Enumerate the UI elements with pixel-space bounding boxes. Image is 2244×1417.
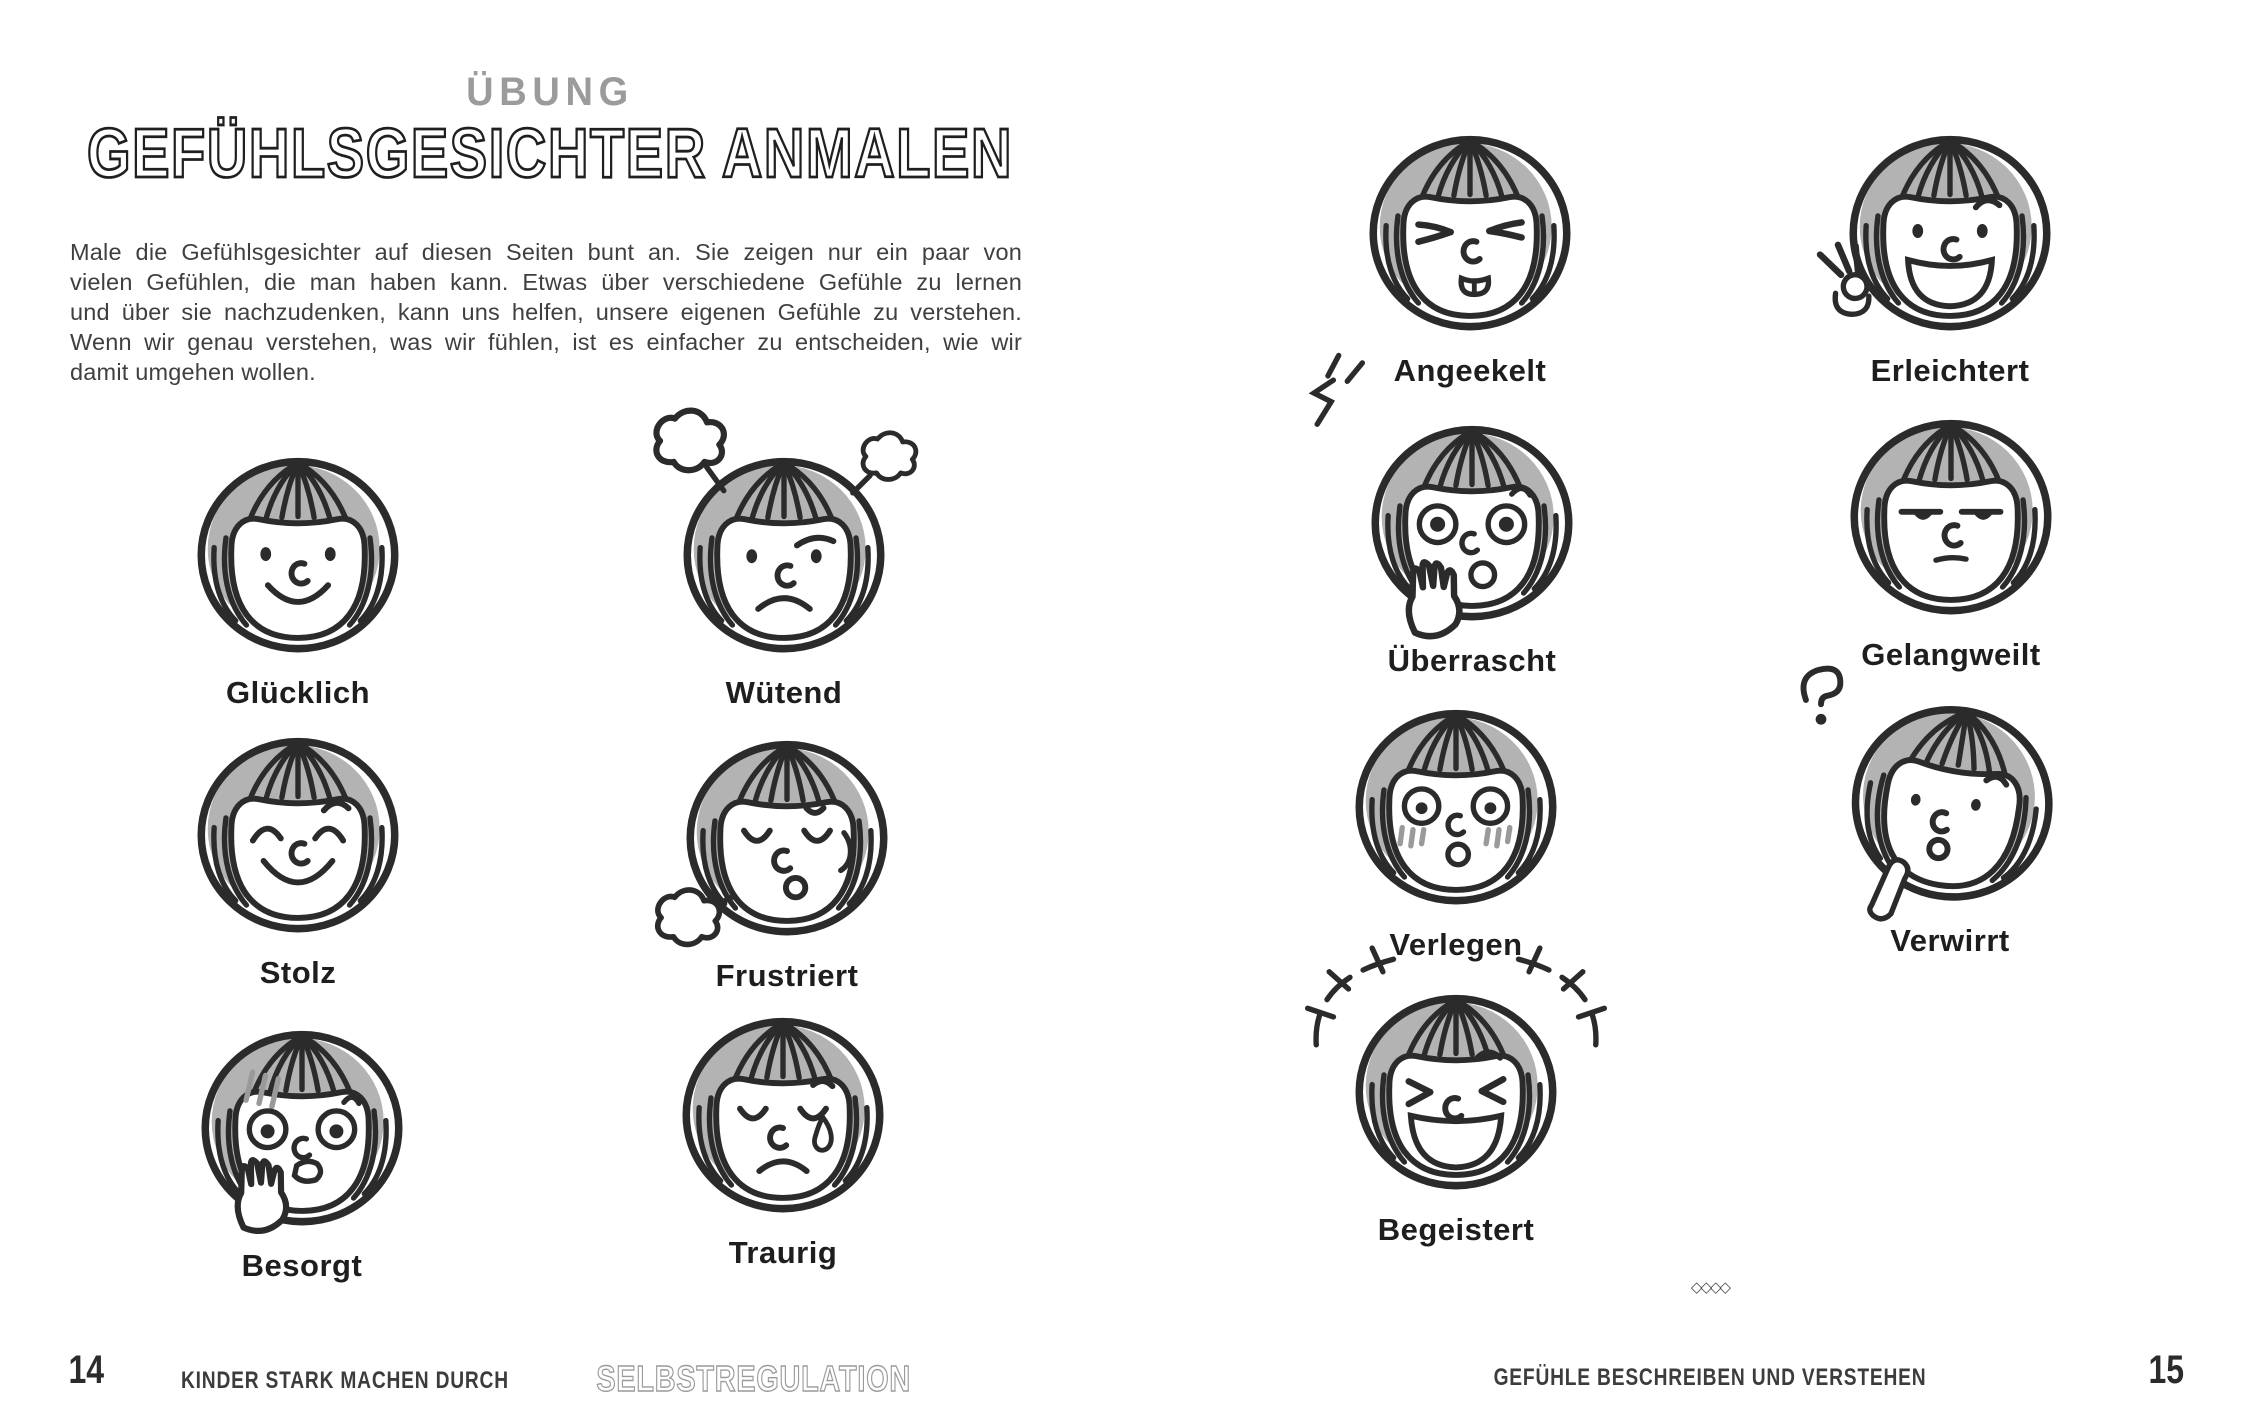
raised-hand-icon	[1402, 558, 1462, 639]
question-mark-icon	[1803, 669, 1840, 725]
intro-paragraph	[70, 237, 1022, 387]
intro-line: Wenn wir genau verstehen, was wir fühlen, ist es einfacher zu entscheiden, wie wir	[70, 329, 1022, 355]
face-label: Stolz	[259, 955, 337, 990]
face-label: Angeekelt	[1393, 353, 1547, 388]
sigh-puff-icon	[658, 890, 720, 944]
face-label: Begeistert	[1377, 1212, 1535, 1247]
face-label: Erleichtert	[1870, 353, 2030, 388]
ornament-diamonds: ◇◇◇◇	[1690, 1279, 1730, 1296]
face-verwirrt	[1778, 629, 2122, 973]
exercise-kicker: ÜBUNG	[466, 70, 634, 114]
intro-line: und über sie nachzudenken, kann uns helfen, unsere eigenen Gefühle zu verstehen.	[70, 299, 1022, 325]
face-label: Frustriert	[715, 958, 859, 993]
raised-hand-icon	[231, 1156, 289, 1233]
intro-line: Male die Gefühlsgesichter auf diesen Seiten bunt an. Sie zeigen nur ein paar von	[70, 239, 1022, 265]
running-footer-right: GEFÜHLE BESCHREIBEN UND VERSTEHEN	[1493, 1364, 1927, 1391]
face-besorgt	[130, 954, 474, 1298]
face-label: Glücklich	[225, 675, 371, 710]
face-label: Gelangweilt	[1861, 637, 2041, 672]
face-label: Wütend	[725, 675, 843, 710]
running-footer-left	[70, 1358, 1020, 1400]
face-label: Verwirrt	[1890, 923, 2010, 958]
footer-series-title: SELBSTREGULATION	[595, 1358, 911, 1399]
page-number-right: 15	[2148, 1348, 2185, 1392]
intro-line: vielen Gefühlen, die man haben kann. Etwas über verschiedene Gefühle zu lernen	[70, 269, 1022, 295]
footer-series-prefix: KINDER STARK MACHEN DURCH	[181, 1367, 510, 1394]
pointing-finger-icon	[1870, 860, 1908, 919]
page-title: GEFÜHLSGESICHTER ANMALEN	[86, 114, 1014, 192]
face-label: Verlegen	[1389, 927, 1523, 962]
page-number-left: 14	[68, 1348, 105, 1392]
face-begeistert	[1284, 918, 1628, 1262]
face-label: Besorgt	[241, 1248, 363, 1283]
face-label: Überrascht	[1387, 643, 1557, 678]
face-label: Traurig	[728, 1235, 838, 1270]
face-traurig	[611, 941, 955, 1285]
intro-line: damit umgehen wollen.	[70, 359, 316, 385]
shock-lines-icon	[1314, 355, 1362, 424]
